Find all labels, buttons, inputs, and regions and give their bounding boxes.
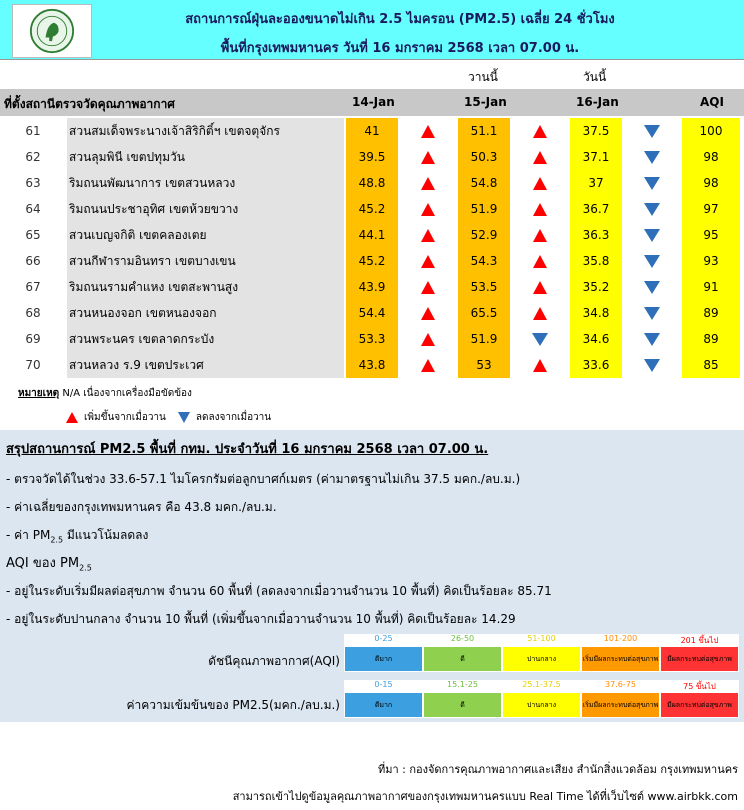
trend-arrow (398, 352, 458, 378)
trend-arrow (622, 222, 682, 248)
scale-range: 0-25 (344, 634, 423, 646)
up-triangle-icon (533, 281, 547, 294)
down-triangle-icon (644, 229, 660, 242)
pm-value-day1: 48.8 (346, 170, 398, 196)
pm-scale-label: ค่าความเข้มข้นของ PM2.5(มคก./ลบ.ม.) (126, 698, 340, 712)
aqi-scale-label: ดัชนีคุณภาพอากาศ(AQI) (208, 654, 340, 668)
aqi-heading (6, 552, 92, 573)
remark-text: N/A เนื่องจากเครื่องมือขัดข้อง (62, 388, 192, 399)
pm-value-day1: 53.3 (346, 326, 398, 352)
down-triangle-icon (178, 412, 190, 423)
up-triangle-icon (533, 307, 547, 320)
up-triangle-icon (421, 177, 435, 190)
pm-value-day3: 34.8 (570, 300, 622, 326)
station-number: 65 (25, 228, 41, 242)
trend-arrow (510, 352, 570, 378)
pm-value-day3: 35.8 (570, 248, 622, 274)
remark-note (18, 386, 192, 401)
aqi-value: 100 (682, 118, 740, 144)
aqi-value: 89 (682, 326, 740, 352)
table-row (0, 196, 744, 222)
station-number: 61 (25, 124, 41, 138)
trend-arrow (622, 352, 682, 378)
summary-line-range: - ตรวจวัดได้ในช่วง 33.6-57.1 ไมโครกรัมต่อลูกบาศก์เมตร (ค่ามาตรฐานไม่เกิน 37.5 มคก./ลบ.ม.) (6, 472, 521, 486)
pm-value-day3: 35.2 (570, 274, 622, 300)
station-name: สวนลุมพินี เขตปทุมวัน (66, 144, 344, 170)
scale-level: ปานกลาง (502, 646, 581, 672)
bma-seal-icon (29, 8, 75, 54)
trend-arrow (398, 248, 458, 274)
scale-range: 26-50 (423, 634, 502, 646)
scale-range: 75 ขึ้นไป (660, 680, 739, 692)
scale-level: ดีมาก (344, 692, 423, 718)
trend-arrow (398, 170, 458, 196)
pm-value-day1: 43.8 (346, 352, 398, 378)
up-triangle-icon (421, 281, 435, 294)
station-name: สวนสมเด็จพระนางเจ้าสิริกิติ์ฯ เขตจตุจักร (66, 118, 344, 144)
aqi-value: 98 (682, 170, 740, 196)
up-triangle-icon (533, 177, 547, 190)
scale-level: มีผลกระทบต่อสุขภาพ (660, 692, 739, 718)
col-station: ที่ตั้งสถานีตรวจวัดคุณภาพอากาศ (4, 97, 175, 111)
pm-value-day1: 44.1 (346, 222, 398, 248)
table-row (0, 144, 744, 170)
legend-up-label: เพิ่มขึ้นจากเมื่อวาน (84, 412, 166, 423)
aqi-line-unhealthy-start: - อยู่ในระดับเริ่มมีผลต่อสุขภาพ จำนวน 60 พื้นที่ (ลดลงจากเมื่อวานจำนวน 10 พื้นที่) คิดเป็นร้อยละ 85.71 (6, 584, 552, 598)
station-number: 64 (25, 202, 41, 216)
pm-value-day2: 51.9 (458, 326, 510, 352)
aqi-value: 89 (682, 300, 740, 326)
station-name: สวนเบญจกิติ เขตคลองเตย (66, 222, 344, 248)
up-triangle-icon (66, 412, 78, 423)
scale-level: มีผลกระทบต่อสุขภาพ (660, 646, 739, 672)
trend-arrow (510, 274, 570, 300)
col-aqi: AQI (700, 95, 724, 109)
summary-panel (0, 430, 744, 722)
table-header (0, 89, 744, 116)
pm-value-day2: 53 (458, 352, 510, 378)
table-row (0, 170, 744, 196)
down-triangle-icon (644, 307, 660, 320)
aqi-value: 93 (682, 248, 740, 274)
aqi-line-moderate: - อยู่ในระดับปานกลาง จำนวน 10 พื้นที่ (เพิ่มขึ้นจากเมื่อวานจำนวน 10 พื้นที่) คิดเป็นร้อยละ 14.29 (6, 612, 516, 626)
up-triangle-icon (421, 307, 435, 320)
pm-value-day2: 52.9 (458, 222, 510, 248)
station-number: 67 (25, 280, 41, 294)
scale-level: ปานกลาง (502, 692, 581, 718)
day-labels-row (0, 62, 744, 88)
up-triangle-icon (533, 125, 547, 138)
up-triangle-icon (533, 255, 547, 268)
pm-value-day2: 53.5 (458, 274, 510, 300)
pm-value-day3: 37.5 (570, 118, 622, 144)
station-number: 69 (25, 332, 41, 346)
trend-arrow (622, 300, 682, 326)
table-row (0, 248, 744, 274)
aqi-value: 91 (682, 274, 740, 300)
station-number: 68 (25, 306, 41, 320)
up-triangle-icon (533, 229, 547, 242)
scale-level: ดีมาก (344, 646, 423, 672)
scale-level: เริ่มมีผลกระทบต่อสุขภาพ (581, 646, 660, 672)
down-triangle-icon (644, 333, 660, 346)
station-number: 63 (25, 176, 41, 190)
up-triangle-icon (421, 203, 435, 216)
down-triangle-icon (644, 151, 660, 164)
report-subtitle: พื้นที่กรุงเทพมหานคร วันที่ 16 มกราคม 2568 เวลา 07.00 น. (220, 41, 580, 56)
pm-value-day2: 51.1 (458, 118, 510, 144)
pm-value-day2: 50.3 (458, 144, 510, 170)
trend-arrow (398, 274, 458, 300)
aqi-heading-sub: 2.5 (79, 563, 92, 573)
trend-legend (66, 410, 271, 425)
scale-range: 37.6-75 (581, 680, 660, 692)
pm-value-day2: 54.8 (458, 170, 510, 196)
down-triangle-icon (532, 333, 548, 346)
trend-arrow (398, 144, 458, 170)
trend-arrow (622, 196, 682, 222)
trend-arrow (622, 118, 682, 144)
pm-value-day3: 34.6 (570, 326, 622, 352)
report-header (0, 0, 744, 60)
scale-range: 25.1-37.5 (502, 680, 581, 692)
up-triangle-icon (421, 125, 435, 138)
pm-value-day3: 37 (570, 170, 622, 196)
scale-level: เริ่มมีผลกระทบต่อสุขภาพ (581, 692, 660, 718)
pm-value-day1: 45.2 (346, 196, 398, 222)
station-number: 70 (25, 358, 41, 372)
col-date-3: 16-Jan (576, 95, 619, 109)
source-note: ที่มา : กองจัดการคุณภาพอากาศและเสียง สำนักสิ่งแวดล้อม กรุงเทพมหานคร (377, 763, 738, 776)
up-triangle-icon (533, 151, 547, 164)
aqi-heading-text: AQI ของ PM (6, 556, 80, 571)
trend-arrow (510, 248, 570, 274)
table-row (0, 352, 744, 378)
table-row (0, 326, 744, 352)
pm-value-day1: 54.4 (346, 300, 398, 326)
trend-arrow (510, 196, 570, 222)
pm-value-day1: 43.9 (346, 274, 398, 300)
pm-value-day2: 65.5 (458, 300, 510, 326)
trend-arrow (510, 118, 570, 144)
trend-arrow (622, 170, 682, 196)
pm-value-day1: 41 (346, 118, 398, 144)
trend-arrow (622, 248, 682, 274)
trend-arrow (398, 222, 458, 248)
down-triangle-icon (644, 203, 660, 216)
scale-range: 201 ขึ้นไป (660, 634, 739, 646)
table-row (0, 118, 744, 144)
pm-value-day3: 36.7 (570, 196, 622, 222)
scale-level: ดี (423, 692, 502, 718)
station-name: ริมถนนรามคำแหง เขตสะพานสูง (66, 274, 344, 300)
col-date-1: 14-Jan (352, 95, 395, 109)
down-triangle-icon (644, 281, 660, 294)
legend-down-label: ลดลงจากเมื่อวาน (195, 412, 272, 423)
pm-value-day3: 33.6 (570, 352, 622, 378)
trend-arrow (398, 196, 458, 222)
summary-line-average: - ค่าเฉลี่ยของกรุงเทพมหานคร คือ 43.8 มคก./ลบ.ม. (6, 500, 277, 514)
up-triangle-icon (421, 151, 435, 164)
pm-value-day1: 45.2 (346, 248, 398, 274)
up-triangle-icon (421, 359, 435, 372)
summary-line-trend (6, 526, 148, 545)
table-row (0, 300, 744, 326)
trend-arrow (510, 300, 570, 326)
trend-arrow (510, 222, 570, 248)
trend-sub: 2.5 (50, 535, 64, 545)
station-name: ริมถนนประชาอุทิศ เขตห้วยขวาง (66, 196, 344, 222)
trend-arrow (398, 326, 458, 352)
yesterday-label: วานนี้ (468, 70, 498, 84)
station-number: 62 (25, 150, 41, 164)
pm-value-day3: 36.3 (570, 222, 622, 248)
scale-level: ดี (423, 646, 502, 672)
trend-suffix: มีแนวโน้มลดลง (63, 528, 149, 542)
trend-arrow (398, 118, 458, 144)
website-note: สามารถเข้าไปดูข้อมูลคุณภาพอากาศของกรุงเทพมหานครแบบ Real Time ได้ที่เว็บไซต์ www.airbkk.com (232, 790, 738, 803)
pm-value-day2: 51.9 (458, 196, 510, 222)
up-triangle-icon (533, 359, 547, 372)
aqi-value: 98 (682, 144, 740, 170)
bma-logo (12, 4, 92, 58)
trend-arrow (622, 144, 682, 170)
table-row (0, 274, 744, 300)
today-label: วันนี้ (583, 70, 607, 84)
down-triangle-icon (644, 359, 660, 372)
station-name: สวนพระนคร เขตลาดกระบัง (66, 326, 344, 352)
trend-arrow (510, 170, 570, 196)
aqi-value: 85 (682, 352, 740, 378)
pm-value-day3: 37.1 (570, 144, 622, 170)
summary-title: สรุปสถานการณ์ PM2.5 พื้นที่ กทม. ประจำวันที่ 16 มกราคม 2568 เวลา 07.00 น. (6, 442, 489, 457)
station-name: ริมถนนพัฒนาการ เขตสวนหลวง (66, 170, 344, 196)
station-number: 66 (25, 254, 41, 268)
scale-range: 101-200 (581, 634, 660, 646)
aqi-value: 97 (682, 196, 740, 222)
up-triangle-icon (421, 255, 435, 268)
station-name: สวนกีฬารามอินทรา เขตบางเขน (66, 248, 344, 274)
up-triangle-icon (421, 229, 435, 242)
up-triangle-icon (421, 333, 435, 346)
aqi-value: 95 (682, 222, 740, 248)
trend-arrow (622, 274, 682, 300)
trend-prefix: - ค่า PM (6, 528, 51, 542)
trend-arrow (398, 300, 458, 326)
scale-range: 51-100 (502, 634, 581, 646)
down-triangle-icon (644, 125, 660, 138)
scale-range: 15.1-25 (423, 680, 502, 692)
aqi-scale (344, 634, 740, 672)
report-title: สถานการณ์ฝุ่นละอองขนาดไม่เกิน 2.5 ไมครอน (PM2.5) เฉลี่ย 24 ชั่วโมง (185, 12, 615, 27)
down-triangle-icon (644, 177, 660, 190)
pm-value-day1: 39.5 (346, 144, 398, 170)
scale-range: 0-15 (344, 680, 423, 692)
down-triangle-icon (644, 255, 660, 268)
col-date-2: 15-Jan (464, 95, 507, 109)
trend-arrow (622, 326, 682, 352)
table-row (0, 222, 744, 248)
up-triangle-icon (533, 203, 547, 216)
trend-arrow (510, 144, 570, 170)
trend-arrow (510, 326, 570, 352)
station-name: สวนหลวง ร.9 เขตประเวศ (66, 352, 344, 378)
pm-value-day2: 54.3 (458, 248, 510, 274)
pm-scale (344, 680, 740, 718)
remark-label: หมายเหตุ (18, 388, 60, 399)
station-name: สวนหนองจอก เขตหนองจอก (66, 300, 344, 326)
